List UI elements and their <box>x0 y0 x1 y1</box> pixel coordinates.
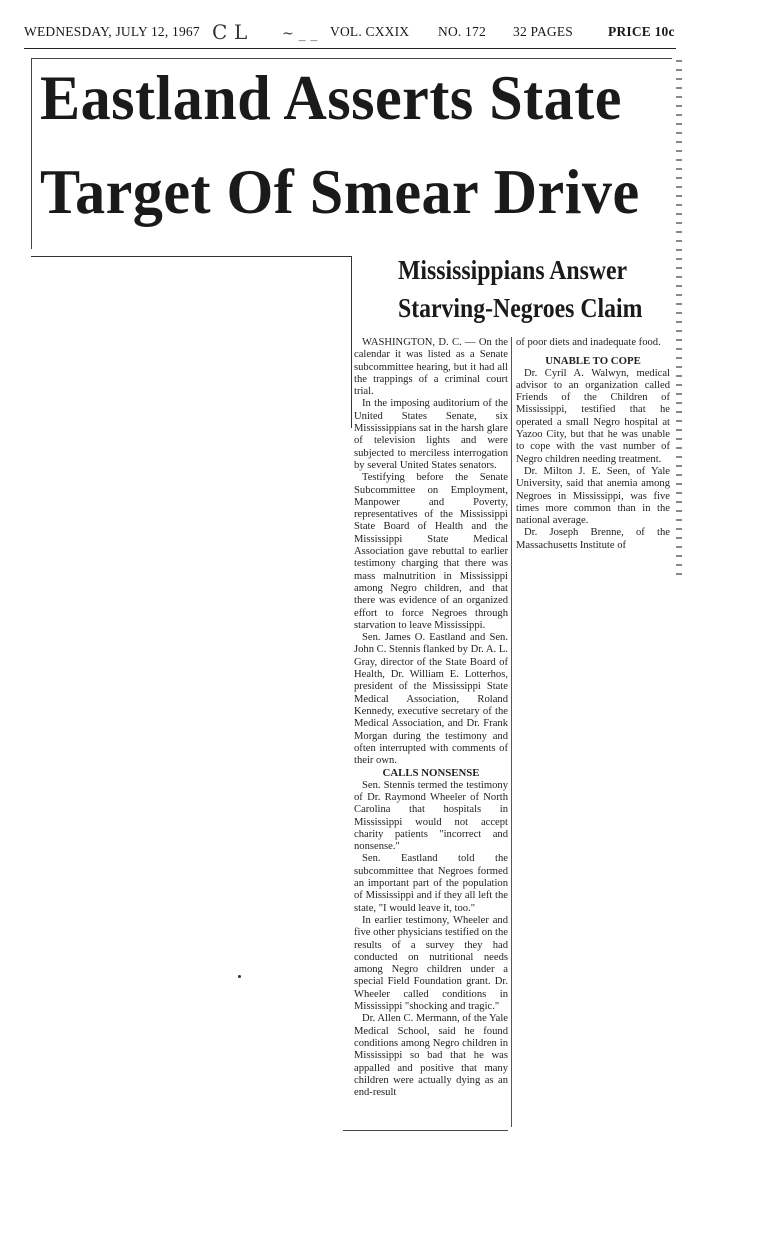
headline-line-2: Target Of Smear Drive <box>40 156 640 227</box>
paragraph: In the imposing auditorium of the United States Senate, six Mississippians sat in the harsh glare of television lights and were subjected to merciless interrogation by several United States senators. <box>354 398 508 471</box>
scan-speck <box>238 975 241 978</box>
scan-edge-marks <box>676 60 682 580</box>
headline-line-1: Eastland Asserts State <box>40 62 622 133</box>
paragraph: Sen. Stennis termed the testimony of Dr. Raymond Wheeler of North Carolina that hospitals in Mississippi would not accept charity patients "incorrect and nonsense." <box>354 779 508 853</box>
paragraph: In earlier testimony, Wheeler and five other physicians testified on the results of a survey they had conducted on nutritional needs among Negro children under a special Field Foundation grant. Dr. Wheeler called conditions in Mississippi "shocking and tragic." <box>354 914 508 1013</box>
handwritten-note: C L <box>212 20 248 44</box>
price: PRICE 10c <box>608 24 675 39</box>
dateline <box>24 20 675 46</box>
subheadline-line-2: Starving-Negroes Claim <box>398 293 643 323</box>
paragraph: Testifying before the Senate Subcommittee on Employment, Manpower and Poverty, representatives of the Mississippi State Board of Health and the Mississippi State Medical Association gave rebuttal to earlier testimony charging that there was mass malnutrition in Mississippi among Negro children, and that there was evidence of an organized effort to force Negroes through starvation to leave Mississippi. <box>354 472 508 631</box>
paragraph: Sen. James O. Eastland and Sen. John C. Stennis flanked by Dr. A. L. Gray, director of the State Board of Health, Dr. William E. Lotterhos, president of the Mississippi State Medical Association, Roland Kennedy, executive secretary of the Medical Association, and Dr. Frank Morgan during the testimony and often interrupted with comments of their own. <box>354 632 508 767</box>
article-left-rule <box>351 256 352 428</box>
issue-number: NO. 172 <box>438 24 486 39</box>
subheadline-line-1: Mississippians Answer <box>398 255 628 285</box>
article-column-2 <box>516 337 670 552</box>
paragraph: WASHINGTON, D. C. — On the calendar it was listed as a Senate subcommittee hearing, but it had all the trappings of a criminal court trial. <box>354 337 508 398</box>
paragraph: Sen. Eastland told the subcommittee that Negroes formed an important part of the population of Mississippi and if they all left the state, "I would leave it, too." <box>354 853 508 914</box>
page-count: 32 PAGES <box>513 24 573 39</box>
crosshead: UNABLE TO COPE <box>545 355 641 368</box>
crosshead: CALLS NONSENSE <box>382 767 480 780</box>
headline-underline <box>31 256 351 257</box>
issue-date: WEDNESDAY, JULY 12, 1967 <box>24 24 200 39</box>
volume-number: VOL. CXXIX <box>330 24 410 39</box>
article-column-1 <box>354 337 508 1099</box>
paragraph: Dr. Cyril A. Walwyn, medical advisor to an organization called Friends of the Children of Mississippi, testified that he operated a small Negro hospital at Yazoo City, but that he was unable to cope with the vast number of Negro children needing treatment. <box>516 367 670 465</box>
paragraph: Dr. Milton J. E. Seen, of Yale University, said that anemia among Negroes in Mississippi, was five times more common than in the national average. <box>516 465 670 527</box>
paragraph: Dr. Allen C. Mermann, of the Yale Medical School, said he found conditions among Negro children in Mississippi so bad that he was appalled and positive that many children were actually dying as an end-result <box>354 1013 508 1099</box>
handwritten-dash: ~ _ _ <box>282 26 318 42</box>
article-bottom-rule <box>343 1130 508 1131</box>
header-rule <box>24 48 676 49</box>
paragraph: of poor diets and inadequate food. <box>516 337 661 348</box>
paragraph: Dr. Joseph Brenne, of the Massachusetts Institute of <box>516 527 670 551</box>
column-divider <box>511 337 512 1127</box>
